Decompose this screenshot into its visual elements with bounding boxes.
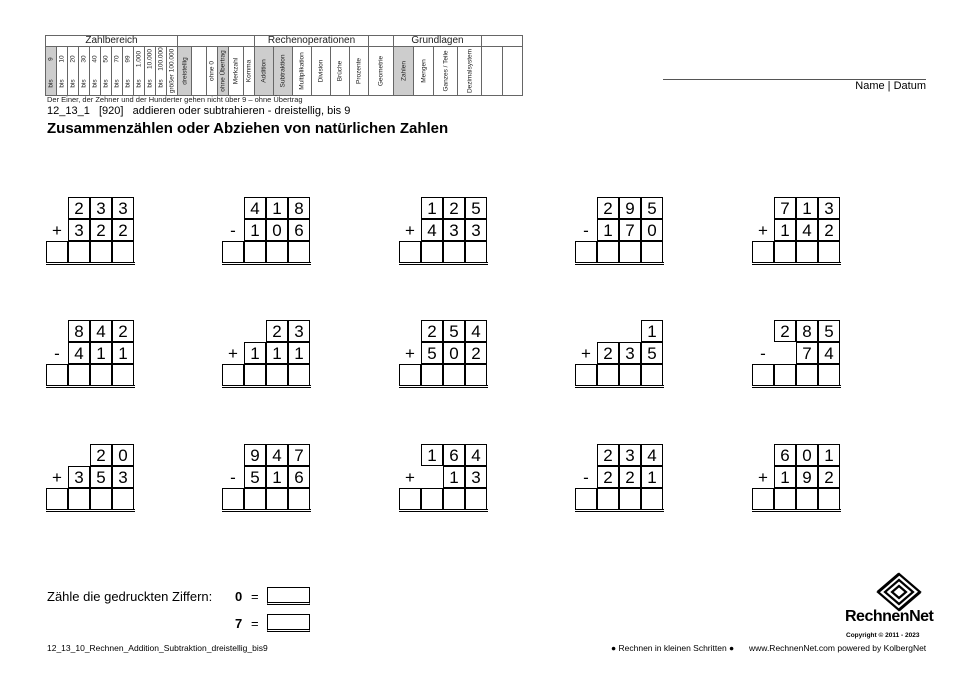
digit-a: 4: [244, 197, 266, 219]
rechen-label: Prozente: [355, 57, 363, 85]
answer-cell[interactable]: [244, 241, 266, 263]
digit-a: 1: [421, 444, 443, 466]
merkzahl-label: Merkzahl: [232, 57, 240, 85]
result-line: [222, 385, 311, 388]
result-line: [46, 509, 135, 512]
zahlbereich-bis: bis: [80, 79, 88, 88]
digit-b: 2: [818, 466, 840, 488]
digit-a: 2: [421, 320, 443, 342]
zahlbereich-limit: 40: [91, 55, 99, 63]
operator-sign: -: [760, 344, 766, 363]
group-zahlbereich: Zahlbereich: [46, 36, 178, 47]
zahlbereich-limit: 50: [102, 55, 110, 63]
answer-cell[interactable]: [796, 241, 818, 263]
rule-note: Der Einer, der Zehner und der Hunderter gehen nicht über 9 – ohne Übertrag: [47, 95, 303, 104]
digit-b: 2: [90, 219, 112, 241]
digit-b: 4: [68, 342, 90, 364]
result-line: [399, 509, 488, 512]
digit-b: 0: [266, 219, 288, 241]
rechen-col-2: [293, 47, 312, 96]
digit-b: 3: [619, 342, 641, 364]
count-answer-box-0[interactable]: [267, 587, 310, 605]
result-line: [752, 262, 841, 265]
grundlagen-col-1: [414, 47, 434, 96]
footer-slogan: ● Rechnen in kleinen Schritten ●: [611, 643, 735, 653]
komma-col: [244, 47, 255, 96]
answer-cell[interactable]: [288, 488, 310, 510]
answer-cell[interactable]: [421, 364, 443, 386]
digit-a: 2: [597, 444, 619, 466]
digit-b: 1: [597, 219, 619, 241]
digit-a: 1: [641, 320, 663, 342]
answer-cell[interactable]: [244, 364, 266, 386]
answer-cell[interactable]: [465, 241, 487, 263]
digit-a: 8: [288, 197, 310, 219]
digit-b: 2: [619, 466, 641, 488]
count-digit-7: 7: [235, 616, 243, 631]
digit-a: 4: [266, 444, 288, 466]
ohne0-col: [207, 47, 218, 96]
result-line: [575, 262, 664, 265]
answer-cell[interactable]: [222, 241, 244, 263]
digit-b: 1: [266, 342, 288, 364]
digit-b: 5: [641, 342, 663, 364]
answer-cell[interactable]: [399, 488, 421, 510]
answer-cell[interactable]: [399, 241, 421, 263]
zahlbereich-col-1: [57, 47, 68, 96]
zahlbereich-limit: 10.000: [146, 49, 154, 69]
digit-a: 1: [421, 197, 443, 219]
answer-cell[interactable]: [399, 364, 421, 386]
zahlbereich-bis: bis: [102, 79, 110, 88]
digit-b: 1: [244, 219, 266, 241]
grundlagen-col-3: [458, 47, 482, 96]
digit-a: 5: [818, 320, 840, 342]
grundlagen-label: Zahlen: [400, 61, 407, 81]
result-line: [399, 262, 488, 265]
digit-a: 5: [443, 320, 465, 342]
digit-a: 5: [641, 197, 663, 219]
digit-b: 4: [796, 219, 818, 241]
digit-b: 2: [465, 342, 487, 364]
group-grundlagen: Grundlagen: [394, 36, 482, 47]
grundlagen-label: Dezimalsystem: [466, 48, 473, 94]
count-label: Zähle die gedruckten Ziffern:: [47, 589, 213, 604]
rechen-col-5: [350, 47, 369, 96]
answer-cell[interactable]: [90, 241, 112, 263]
blank-col: [192, 47, 207, 96]
rechen-col-0: [255, 47, 274, 96]
answer-cell[interactable]: [575, 364, 597, 386]
digit-a: 3: [112, 197, 134, 219]
operator-sign: +: [228, 344, 238, 363]
count-eq-0: =: [251, 589, 259, 604]
grundlagen-label: Ganzes / Teile: [442, 50, 449, 92]
digit-a: 2: [597, 197, 619, 219]
answer-cell[interactable]: [288, 241, 310, 263]
answer-cell[interactable]: [597, 364, 619, 386]
digit-b: 1: [443, 466, 465, 488]
digit-a: 2: [443, 197, 465, 219]
digit-a: 1: [818, 444, 840, 466]
digit-a: [68, 444, 90, 466]
operator-sign: -: [230, 468, 236, 487]
digit-b: 1: [774, 219, 796, 241]
answer-cell[interactable]: [465, 488, 487, 510]
answer-cell[interactable]: [796, 488, 818, 510]
digit-a: 8: [68, 320, 90, 342]
rechnennet-logo-icon: [876, 572, 922, 612]
digit-a: 0: [112, 444, 134, 466]
answer-cell[interactable]: [443, 364, 465, 386]
brand-name: RechnenNet: [845, 608, 934, 625]
answer-cell[interactable]: [266, 488, 288, 510]
ohne-uebertrag-col: [218, 47, 229, 96]
digit-b: [774, 342, 796, 364]
zahlbereich-bis: bis: [47, 79, 55, 88]
digit-b: 5: [244, 466, 266, 488]
answer-cell[interactable]: [68, 364, 90, 386]
digit-a: 2: [774, 320, 796, 342]
digit-a: 2: [90, 444, 112, 466]
zahlbereich-limit: 100.000: [157, 47, 165, 71]
answer-cell[interactable]: [818, 364, 840, 386]
zahlbereich-greater: [167, 47, 178, 96]
geometrie-col: [369, 47, 394, 96]
answer-cell[interactable]: [222, 364, 244, 386]
digit-b: 9: [796, 466, 818, 488]
answer-cell[interactable]: [288, 364, 310, 386]
grundlagen-col-0: [394, 47, 414, 96]
digit-b: 2: [112, 219, 134, 241]
zahlbereich-bis: bis: [135, 79, 143, 88]
operator-sign: +: [52, 221, 62, 240]
grundlagen-col-2: [434, 47, 458, 96]
digit-a: 2: [266, 320, 288, 342]
ohne-uebertrag-label: ohne Übertrag: [219, 50, 227, 92]
dreistellig-col: [178, 47, 192, 96]
digit-a: 9: [244, 444, 266, 466]
merkzahl-col: [229, 47, 244, 96]
answer-cell[interactable]: [818, 241, 840, 263]
answer-cell[interactable]: [796, 364, 818, 386]
rechen-col-3: [312, 47, 331, 96]
zahlbereich-col-4: [90, 47, 101, 96]
count-digit-0: 0: [235, 589, 243, 604]
footer-filename: 12_13_10_Rechnen_Addition_Subtraktion_dreistellig_bis9: [47, 643, 268, 653]
count-answer-box-7[interactable]: [267, 614, 310, 632]
digit-a: 3: [619, 444, 641, 466]
answer-cell[interactable]: [112, 488, 134, 510]
zahlbereich-col-9: [145, 47, 156, 96]
zahlbereich-bis: bis: [91, 79, 99, 88]
digit-b: 1: [641, 466, 663, 488]
digit-b: 4: [421, 219, 443, 241]
digit-b: 2: [597, 342, 619, 364]
grundlagen-label: Mengen: [420, 59, 427, 83]
answer-cell[interactable]: [46, 364, 68, 386]
answer-cell[interactable]: [222, 488, 244, 510]
digit-a: 7: [288, 444, 310, 466]
digit-b: 1: [244, 342, 266, 364]
name-date-label: Name | Datum: [855, 80, 926, 92]
digit-a: 3: [288, 320, 310, 342]
answer-cell[interactable]: [575, 488, 597, 510]
answer-cell[interactable]: [465, 364, 487, 386]
rechen-label: Multiplikation: [298, 52, 306, 90]
answer-cell[interactable]: [752, 488, 774, 510]
digit-a: 4: [90, 320, 112, 342]
answer-cell[interactable]: [597, 241, 619, 263]
answer-cell[interactable]: [421, 241, 443, 263]
answer-cell[interactable]: [266, 364, 288, 386]
zahlbereich-col-6: [112, 47, 123, 96]
result-line: [752, 385, 841, 388]
digit-b: 4: [818, 342, 840, 364]
digit-b: 0: [641, 219, 663, 241]
result-line: [46, 385, 135, 388]
digit-b: 3: [112, 466, 134, 488]
zahlbereich-bis: bis: [124, 79, 132, 88]
blank-col-a: [482, 47, 503, 96]
operator-sign: +: [758, 221, 768, 240]
result-line: [752, 509, 841, 512]
zahlbereich-bis: bis: [113, 79, 121, 88]
rechen-label: Subtraktion: [279, 54, 287, 88]
zahlbereich-limit: 10: [58, 55, 66, 63]
digit-b: 1: [774, 466, 796, 488]
zahlbereich-col-0: [46, 47, 57, 96]
answer-cell[interactable]: [112, 241, 134, 263]
operator-sign: -: [230, 221, 236, 240]
answer-cell[interactable]: [421, 488, 443, 510]
digit-a: 4: [465, 444, 487, 466]
rechen-col-1: [274, 47, 293, 96]
digit-b: 0: [443, 342, 465, 364]
rechen-col-4: [331, 47, 350, 96]
answer-cell[interactable]: [575, 241, 597, 263]
zahlbereich-bis: bis: [58, 79, 66, 88]
answer-cell[interactable]: [90, 488, 112, 510]
operator-sign: +: [405, 344, 415, 363]
result-line: [575, 509, 664, 512]
answer-cell[interactable]: [752, 364, 774, 386]
answer-cell[interactable]: [774, 364, 796, 386]
digit-a: 4: [641, 444, 663, 466]
operator-sign: +: [405, 468, 415, 487]
digit-a: 2: [68, 197, 90, 219]
ohne0-label: ohne 0: [208, 61, 216, 81]
digit-a: 3: [818, 197, 840, 219]
result-line: [46, 262, 135, 265]
digit-b: 2: [818, 219, 840, 241]
zahlbereich-col-2: [68, 47, 79, 96]
group-rechenoperationen: Rechenoperationen: [255, 36, 369, 47]
zahlbereich-limit: 30: [80, 55, 88, 63]
operator-sign: +: [758, 468, 768, 487]
answer-cell[interactable]: [443, 488, 465, 510]
digit-a: 6: [443, 444, 465, 466]
answer-cell[interactable]: [619, 488, 641, 510]
digit-a: [597, 320, 619, 342]
digit-b: 5: [421, 342, 443, 364]
operator-sign: -: [583, 221, 589, 240]
digit-b: 1: [266, 466, 288, 488]
answer-cell[interactable]: [774, 488, 796, 510]
digit-a: 4: [465, 320, 487, 342]
copyright: Copyright © 2011 - 2023: [846, 632, 920, 639]
rechen-label: Division: [317, 59, 325, 83]
zahlbereich-limit: 9: [47, 57, 55, 61]
digit-b: 3: [465, 466, 487, 488]
digit-b: 7: [619, 219, 641, 241]
digit-a: 8: [796, 320, 818, 342]
answer-cell[interactable]: [46, 241, 68, 263]
geometrie-label: Geometrie: [377, 55, 385, 87]
answer-cell[interactable]: [244, 488, 266, 510]
answer-cell[interactable]: [818, 488, 840, 510]
digit-b: 6: [288, 466, 310, 488]
digit-b: 3: [443, 219, 465, 241]
answer-cell[interactable]: [597, 488, 619, 510]
digit-a: 1: [266, 197, 288, 219]
greater-label: größer 100.000: [168, 48, 176, 94]
operator-sign: -: [54, 344, 60, 363]
zahlbereich-limit: 99: [124, 55, 132, 63]
digit-a: 9: [619, 197, 641, 219]
rechen-label: Brüche: [336, 60, 344, 82]
digit-a: 1: [796, 197, 818, 219]
digit-a: [619, 320, 641, 342]
operator-sign: +: [52, 468, 62, 487]
zahlbereich-col-3: [79, 47, 90, 96]
digit-b: 1: [288, 342, 310, 364]
zahlbereich-col-10: [156, 47, 167, 96]
answer-cell[interactable]: [90, 364, 112, 386]
zahlbereich-bis: bis: [69, 79, 77, 88]
answer-cell[interactable]: [68, 488, 90, 510]
result-line: [222, 509, 311, 512]
answer-cell[interactable]: [774, 241, 796, 263]
digit-a: 3: [90, 197, 112, 219]
dreistellig-label: dreistellig: [181, 57, 188, 85]
answer-cell[interactable]: [112, 364, 134, 386]
digit-a: 6: [774, 444, 796, 466]
digit-b: 2: [597, 466, 619, 488]
digit-b: [421, 466, 443, 488]
digit-b: 1: [112, 342, 134, 364]
result-line: [575, 385, 664, 388]
operator-sign: +: [581, 344, 591, 363]
operator-sign: -: [583, 468, 589, 487]
zahlbereich-limit: 20: [69, 55, 77, 63]
classification-row: [46, 47, 523, 96]
digit-b: 6: [288, 219, 310, 241]
zahlbereich-col-5: [101, 47, 112, 96]
zahlbereich-limit: 70: [113, 55, 121, 63]
zahlbereich-bis: bis: [157, 79, 165, 88]
answer-cell[interactable]: [641, 488, 663, 510]
digit-a: 2: [112, 320, 134, 342]
footer-link[interactable]: www.RechnenNet.com powered by KolbergNet: [749, 643, 927, 653]
worksheet-code: 12_13_1 [920] addieren oder subtrahieren - dreistellig, bis 9: [47, 105, 351, 117]
digit-a: 7: [774, 197, 796, 219]
page-title: Zusammenzählen oder Abziehen von natürlichen Zahlen: [47, 120, 449, 137]
blank-col-b: [503, 47, 523, 96]
answer-cell[interactable]: [641, 364, 663, 386]
zahlbereich-limit: 1.000: [135, 50, 143, 68]
digit-b: 3: [68, 219, 90, 241]
count-eq-7: =: [251, 616, 259, 631]
digit-b: 3: [465, 219, 487, 241]
answer-cell[interactable]: [68, 241, 90, 263]
zahlbereich-col-7: [123, 47, 134, 96]
digit-a: [244, 320, 266, 342]
digit-a: 5: [465, 197, 487, 219]
answer-cell[interactable]: [752, 241, 774, 263]
digit-a: 0: [796, 444, 818, 466]
answer-cell[interactable]: [619, 241, 641, 263]
zahlbereich-col-8: [134, 47, 145, 96]
digit-b: 3: [68, 466, 90, 488]
answer-cell[interactable]: [266, 241, 288, 263]
zahlbereich-bis: bis: [146, 79, 154, 88]
result-line: [222, 262, 311, 265]
digit-b: 5: [90, 466, 112, 488]
digit-b: 7: [796, 342, 818, 364]
operator-sign: +: [405, 221, 415, 240]
answer-cell[interactable]: [641, 241, 663, 263]
rechen-label: Addition: [260, 59, 268, 83]
digit-b: 1: [90, 342, 112, 364]
classification-table: [45, 35, 523, 96]
komma-label: Komma: [245, 59, 253, 83]
answer-cell[interactable]: [443, 241, 465, 263]
answer-cell[interactable]: [619, 364, 641, 386]
result-line: [399, 385, 488, 388]
answer-cell[interactable]: [46, 488, 68, 510]
